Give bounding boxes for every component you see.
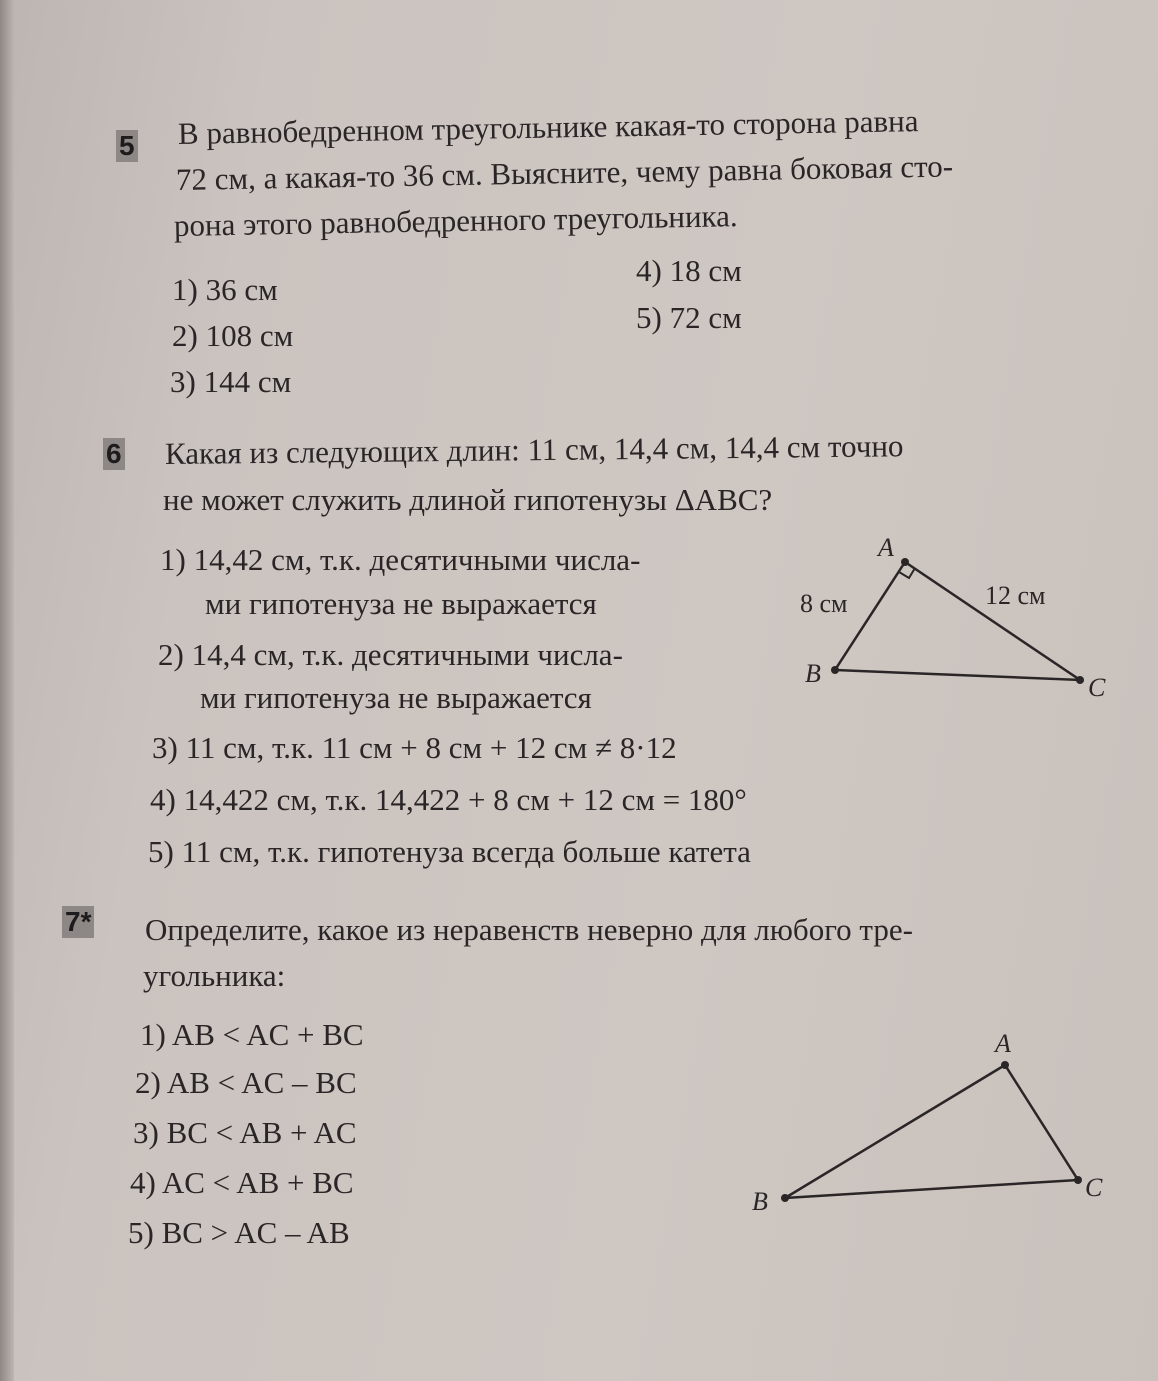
problem-5-option-5: 5) 72 см [636,300,742,335]
problem-5-option-3: 3) 144 см [170,364,292,399]
label-b: B [805,659,821,688]
problem-number-5: 5 [116,130,138,162]
problem-number-6: 6 [103,438,125,470]
label-c: C [1088,673,1106,702]
triangle-abc-problem-7 [785,1065,1078,1198]
problem-7-option-3: 3) BC < AB + AC [133,1115,357,1150]
problem-7-option-2: 2) AB < AC – BC [135,1065,357,1100]
vertex-b [831,666,839,674]
vertex-a [901,558,909,566]
problem-5-option-2: 2) 108 см [172,318,294,353]
problem-5-line-2: 72 см, а какая-то 36 см. Выясните, чему равна боковая сто- [175,148,954,197]
problem-6-option-2: 2) 14,4 см, т.к. десятичными числа- [158,637,623,672]
problem-7-option-5: 5) BC > AC – AB [128,1215,350,1250]
problem-6-option-1-cont: ми гипотенуза не выражается [205,586,597,621]
problem-7-option-4: 4) AC < AB + BC [130,1165,354,1200]
problem-6-option-2-cont: ми гипотенуза не выражается [200,680,592,715]
problem-7-option-1: 1) AB < AC + BC [140,1017,364,1052]
problem-7-line-2: угольника: [143,958,286,993]
vertex-c [1074,1176,1082,1184]
label-a: A [995,1029,1011,1058]
problem-7-line-1: Определите, какое из неравенств неверно для любого тре- [145,912,913,947]
problem-6-option-3: 3) 11 см, т.к. 11 см + 8 см + 12 см ≠ 8·12 [152,730,677,765]
label-side-ab: 8 см [800,589,848,618]
problem-6-option-4: 4) 14,422 см, т.к. 14,422 + 8 см + 12 см = 180° [150,782,747,817]
problem-6-line-1: Какая из следующих длин: 11 см, 14,4 см, 14,4 см точно [164,428,904,471]
label-side-ac: 12 см [985,581,1046,610]
problem-6-option-5: 5) 11 см, т.к. гипотенуза всегда больше катета [148,834,751,869]
label-c: C [1085,1173,1103,1202]
label-b: B [752,1187,768,1216]
vertex-a [1001,1061,1009,1069]
problem-number-7: 7* [62,906,94,938]
problem-5-line-3: рона этого равнобедренного треугольника. [173,198,738,243]
problem-5-line-1: В равнобедренном треугольнике какая-то сторона равна [177,103,919,151]
vertex-c [1076,676,1084,684]
problem-5-option-4: 4) 18 см [636,253,742,288]
triangle-abc-problem-6 [835,562,1080,680]
problem-6-line-2: не может служить длиной гипотенузы ΔABC? [163,482,773,517]
label-a: A [878,533,894,562]
problem-5-option-1: 1) 36 см [172,272,278,307]
vertex-b [781,1194,789,1202]
problem-6-option-1: 1) 14,42 см, т.к. десятичными числа- [160,542,641,577]
